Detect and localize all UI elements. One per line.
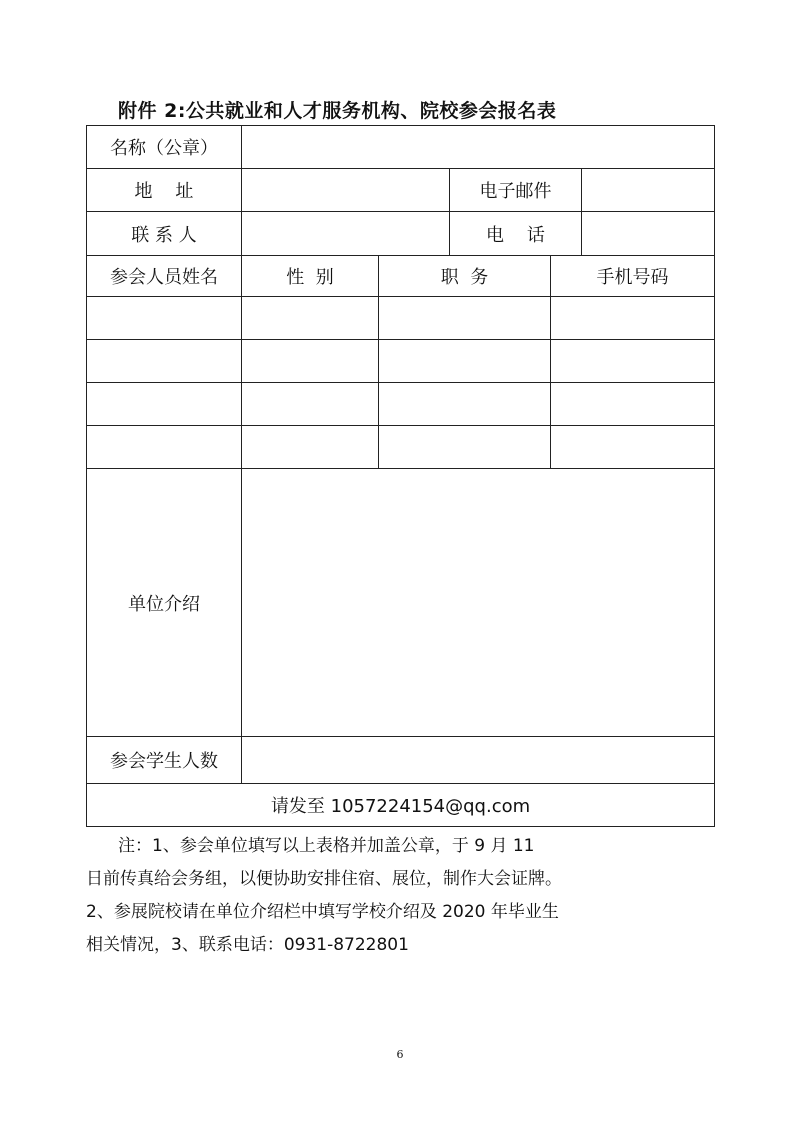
attendee-title-header: 职 务	[379, 256, 551, 297]
registration-form-table	[86, 125, 715, 827]
attendee-gender-cell[interactable]	[242, 340, 379, 383]
attendee-phone-cell[interactable]	[551, 426, 715, 469]
attendee-phone-cell[interactable]	[551, 297, 715, 340]
attendee-row	[87, 426, 715, 469]
intro-label: 单位介绍	[87, 469, 242, 737]
attendee-title-cell[interactable]	[379, 426, 551, 469]
attendee-row	[87, 340, 715, 383]
intro-field[interactable]	[242, 469, 715, 737]
name-label: 名称（公章）	[87, 126, 242, 169]
phone-label: 电 话	[450, 212, 582, 256]
form-title: 附件 2:公共就业和人才服务机构、院校参会报名表	[118, 100, 557, 122]
student-count-label: 参会学生人数	[87, 737, 242, 784]
attendee-row	[87, 297, 715, 340]
note-line-2: 日前传真给会务组，以便协助安排住宿、展位，制作大会证牌。	[86, 869, 562, 889]
attendee-name-header: 参会人员姓名	[87, 256, 242, 297]
attendee-gender-cell[interactable]	[242, 383, 379, 426]
note-line-1: 注：1、参会单位填写以上表格并加盖公章，于 9 月 11	[118, 836, 535, 856]
address-label: 地 址	[87, 169, 242, 212]
contact-field[interactable]	[242, 212, 450, 256]
send-to-text: 请发至 1057224154@qq.com	[87, 784, 715, 827]
attendee-title-cell[interactable]	[379, 297, 551, 340]
attendee-name-cell[interactable]	[87, 297, 242, 340]
contact-label: 联 系 人	[87, 212, 242, 256]
note-line-3: 2、参展院校请在单位介绍栏中填写学校介绍及 2020 年毕业生	[86, 902, 559, 922]
attendee-title-cell[interactable]	[379, 340, 551, 383]
attendee-row	[87, 383, 715, 426]
email-label: 电子邮件	[450, 169, 582, 212]
attendee-gender-header: 性 别	[242, 256, 379, 297]
phone-field[interactable]	[582, 212, 715, 256]
attendee-phone-cell[interactable]	[551, 383, 715, 426]
page-number: 6	[396, 1048, 404, 1061]
attendee-name-cell[interactable]	[87, 426, 242, 469]
attendee-title-cell[interactable]	[379, 383, 551, 426]
attendee-name-cell[interactable]	[87, 340, 242, 383]
attendee-gender-cell[interactable]	[242, 426, 379, 469]
attendee-name-cell[interactable]	[87, 383, 242, 426]
name-field[interactable]	[242, 126, 715, 169]
address-field[interactable]	[242, 169, 450, 212]
note-line-4: 相关情况，3、联系电话：0931-8722801	[86, 935, 409, 955]
attendee-gender-cell[interactable]	[242, 297, 379, 340]
attendee-phone-cell[interactable]	[551, 340, 715, 383]
email-field[interactable]	[582, 169, 715, 212]
attendee-phone-header: 手机号码	[551, 256, 715, 297]
student-count-field[interactable]	[242, 737, 715, 784]
